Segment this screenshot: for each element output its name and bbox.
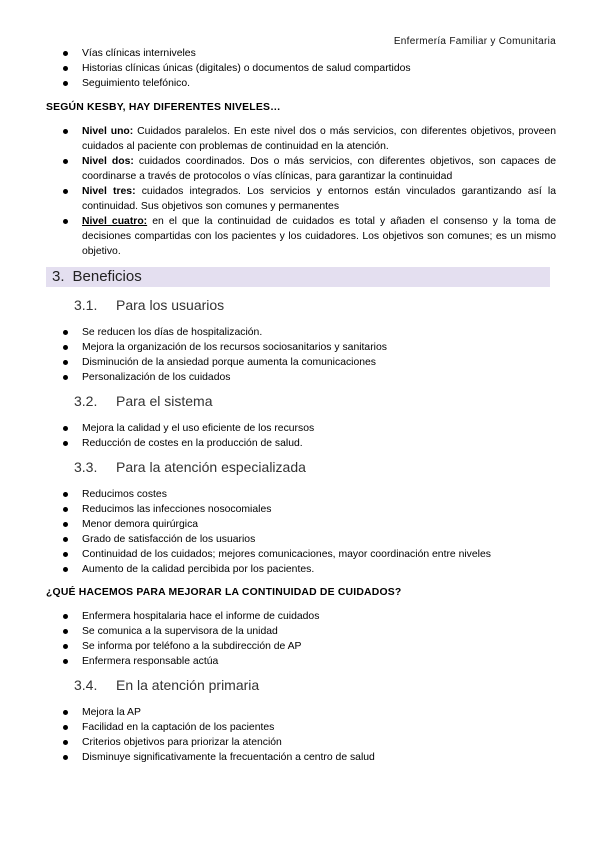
list-item: Se reducen los días de hospitalización. [46, 325, 556, 340]
level-label: Nivel tres: [82, 186, 136, 197]
primary-care-benefits-list [46, 705, 556, 765]
list-item [46, 124, 556, 154]
kesby-heading: SEGÚN KESBY, HAY DIFERENTES NIVELES… [46, 102, 281, 113]
subsection-heading [46, 296, 556, 314]
top-bullet-list [46, 46, 556, 91]
continuity-actions-list [46, 609, 556, 669]
list-item: Grado de satisfacción de los usuarios [46, 532, 556, 547]
level-text: Cuidados paralelos. En este nivel dos o más servicios, con diferentes objetivos, proveen cuidados al paciente con problemas de continuidad en la atención. [82, 126, 556, 152]
subsection-number: 3.1. [74, 297, 98, 313]
subsection-heading [46, 676, 556, 694]
question-heading: ¿QUÉ HACEMOS PARA MEJORAR LA CONTINUIDAD DE CUIDADOS? [46, 587, 402, 598]
list-item [46, 154, 556, 184]
list-item: Mejora la AP [46, 705, 556, 720]
list-item: Mejora la organización de los recursos sociosanitarios y sanitarios [46, 340, 556, 355]
list-item: Enfermera hospitalaria hace el informe de cuidados [46, 609, 556, 624]
section-title: Beneficios [72, 268, 142, 285]
list-item: Reducimos las infecciones nosocomiales [46, 502, 556, 517]
subsection-title: Para los usuarios [116, 297, 225, 313]
level-text: en el que la continuidad de cuidados es total y añaden el consenso y la toma de decisiones compartidas con los pacientes y los cuidadores. Los objetivos son comunes; es un mismo objetivo. [82, 216, 556, 257]
subsection-title: Para el sistema [116, 393, 213, 409]
subsection-number: 3.3. [74, 459, 98, 475]
subsection-number: 3.2. [74, 393, 98, 409]
list-item: Vías clínicas interniveles [46, 46, 556, 61]
list-item: Personalización de los cuidados [46, 370, 556, 385]
level-label: Nivel cuatro: [82, 216, 148, 227]
list-item: Criterios objetivos para priorizar la atención [46, 735, 556, 750]
list-item: Disminuye significativamente la frecuentación a centro de salud [46, 750, 556, 765]
kesby-levels-list [46, 124, 556, 259]
list-item: Mejora la calidad y el uso eficiente de los recursos [46, 421, 556, 436]
level-label: Nivel dos: [82, 156, 134, 167]
list-item: Aumento de la calidad percibida por los pacientes. [46, 562, 556, 577]
list-item: Disminución de la ansiedad porque aumenta la comunicaciones [46, 355, 556, 370]
subsection-heading [46, 392, 556, 410]
list-item: Seguimiento telefónico. [46, 76, 556, 91]
running-header: Enfermería Familiar y Comunitaria [393, 36, 556, 47]
users-benefits-list [46, 325, 556, 385]
subsection-title: En la atención primaria [116, 677, 260, 693]
system-benefits-list [46, 421, 556, 451]
list-item: Historias clínicas únicas (digitales) o documentos de salud compartidos [46, 61, 556, 76]
subsection-number: 3.4. [74, 677, 98, 693]
list-item: Reducción de costes en la producción de salud. [46, 436, 556, 451]
section-number: 3. [52, 268, 65, 285]
list-item: Continuidad de los cuidados; mejores comunicaciones, mayor coordinación entre niveles [46, 547, 556, 562]
level-label: Nivel uno: [82, 126, 134, 137]
document-body [46, 46, 556, 765]
section-heading [46, 267, 550, 287]
list-item: Menor demora quirúrgica [46, 517, 556, 532]
list-item: Se informa por teléfono a la subdirección de AP [46, 639, 556, 654]
list-item [46, 214, 556, 259]
list-item: Reducimos costes [46, 487, 556, 502]
level-text: cuidados integrados. Los servicios y entornos están vinculados garantizando así la continuidad. Sus objetivos son comunes y permanentes [82, 186, 556, 212]
subsection-title: Para la atención especializada [116, 459, 306, 475]
specialized-care-benefits-list [46, 487, 556, 577]
subsection-heading [46, 458, 556, 476]
list-item: Enfermera responsable actúa [46, 654, 556, 669]
list-item: Se comunica a la supervisora de la unidad [46, 624, 556, 639]
level-text: cuidados coordinados. Dos o más servicios, con diferentes objetivos, son capaces de coordinarse a través de protocolos o vías clínicas, para garantizar la continuidad [82, 156, 557, 182]
list-item: Facilidad en la captación de los pacientes [46, 720, 556, 735]
list-item [46, 184, 556, 214]
